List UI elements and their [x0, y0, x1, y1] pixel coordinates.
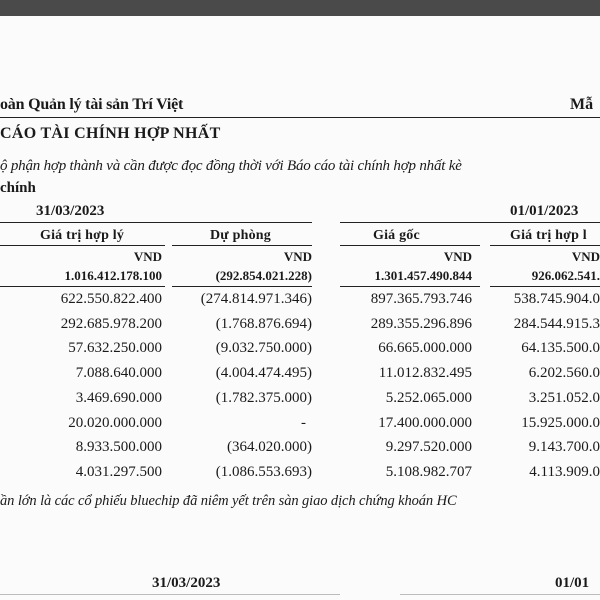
cell-fair-value-2: 538.745.904.0: [513, 291, 600, 307]
cell-cost: 17.400.000.000: [378, 414, 472, 431]
company-name: oàn Quản lý tài sản Trí Việt: [0, 96, 184, 113]
total-fair-value-2: 926.062.541.: [531, 268, 600, 283]
report-title: CÁO TÀI CHÍNH HỢP NHẤT: [0, 125, 221, 142]
second-date-header-1: 31/03/2023: [152, 575, 221, 591]
cell-fair-value: 622.550.822.400: [60, 291, 162, 307]
total-provision: (292.854.021.228): [215, 268, 312, 283]
cell-provision: (4.004.474.495): [215, 365, 312, 382]
total-fair-value: 1.016.412.178.100: [64, 268, 162, 283]
second-rule-2: [400, 594, 600, 595]
second-date-header-2: 01/01: [555, 575, 590, 591]
cell-fair-value-2: 4.113.909.0: [529, 463, 600, 480]
cell-fair-value: 3.469.690.000: [75, 389, 162, 406]
cell-provision: (1.768.876.694): [215, 315, 312, 332]
header-rule: [0, 117, 600, 118]
cell-fair-value: 57.632.250.000: [68, 340, 162, 357]
cell-cost: 11.012.832.495: [378, 365, 472, 382]
total-rule-4: [490, 286, 600, 287]
report-subtitle-cont: chính: [0, 180, 36, 196]
unit-1: VND: [133, 249, 162, 264]
cell-cost: 66.665.000.000: [378, 340, 472, 357]
date-rule-1: [0, 222, 312, 223]
date-rule-2: [340, 222, 600, 223]
cell-provision: (1.086.553.693): [215, 463, 312, 480]
total-cost: 1.301.457.490.844: [374, 268, 472, 283]
cell-fair-value: 4.031.297.500: [75, 463, 162, 480]
cell-provision: (274.814.971.346): [200, 291, 312, 307]
cell-cost: 5.252.065.000: [385, 389, 472, 406]
window-top-bar: [0, 0, 600, 16]
cell-fair-value: 7.088.640.000: [75, 365, 162, 382]
unit-2: VND: [283, 249, 312, 264]
col-rule-3: [340, 245, 480, 246]
col-header-cost: Giá gốc: [373, 228, 420, 243]
date-header-2: 01/01/2023: [510, 203, 579, 219]
cell-provision: (1.782.375.000): [215, 389, 312, 406]
cell-fair-value-2: 15.925.000.0: [521, 414, 600, 431]
cell-provision: (364.020.000): [227, 439, 312, 456]
cell-cost: 897.365.793.746: [370, 291, 472, 307]
cell-cost: 5.108.982.707: [385, 463, 472, 480]
col-rule-2: [172, 245, 312, 246]
cell-fair-value-2: 64.135.500.0: [521, 340, 600, 357]
total-rule-2: [172, 286, 312, 287]
cell-fair-value-2: 3.251.052.0: [528, 389, 600, 406]
unit-4: VND: [571, 249, 600, 264]
col-rule-1: [0, 245, 165, 246]
col-header-fair-value-2: Giá trị hợp l: [510, 228, 587, 243]
col-header-fair-value: Giá trị hợp lý: [40, 228, 125, 243]
report-subtitle: ộ phận hợp thành và cần được đọc đồng thời với Báo cáo tài chính hợp nhất kè: [0, 158, 462, 174]
cell-fair-value: 292.685.978.200: [60, 315, 162, 332]
total-rule-3: [340, 286, 480, 287]
date-header-1: 31/03/2023: [36, 203, 105, 219]
cell-cost: 9.297.520.000: [385, 439, 472, 456]
second-rule-1: [0, 594, 340, 595]
total-rule-1: [0, 286, 165, 287]
cell-fair-value: 8.933.500.000: [75, 439, 162, 456]
cell-fair-value-2: 6.202.560.0: [528, 365, 600, 382]
col-header-provision: Dự phòng: [210, 228, 271, 243]
form-code: Mẫ: [570, 96, 594, 113]
cell-fair-value-2: 284.544.915.3: [513, 315, 600, 332]
cell-provision: -: [301, 414, 306, 431]
footnote: ần lớn là các cổ phiếu bluechip đã niêm yết trên sàn giao dịch chứng khoán HC: [0, 493, 457, 509]
cell-fair-value-2: 9.143.700.0: [528, 439, 600, 456]
unit-3: VND: [443, 249, 472, 264]
cell-provision: (9.032.750.000): [215, 340, 312, 357]
col-rule-4: [490, 245, 600, 246]
cell-fair-value: 20.020.000.000: [68, 414, 162, 431]
cell-cost: 289.355.296.896: [370, 315, 472, 332]
